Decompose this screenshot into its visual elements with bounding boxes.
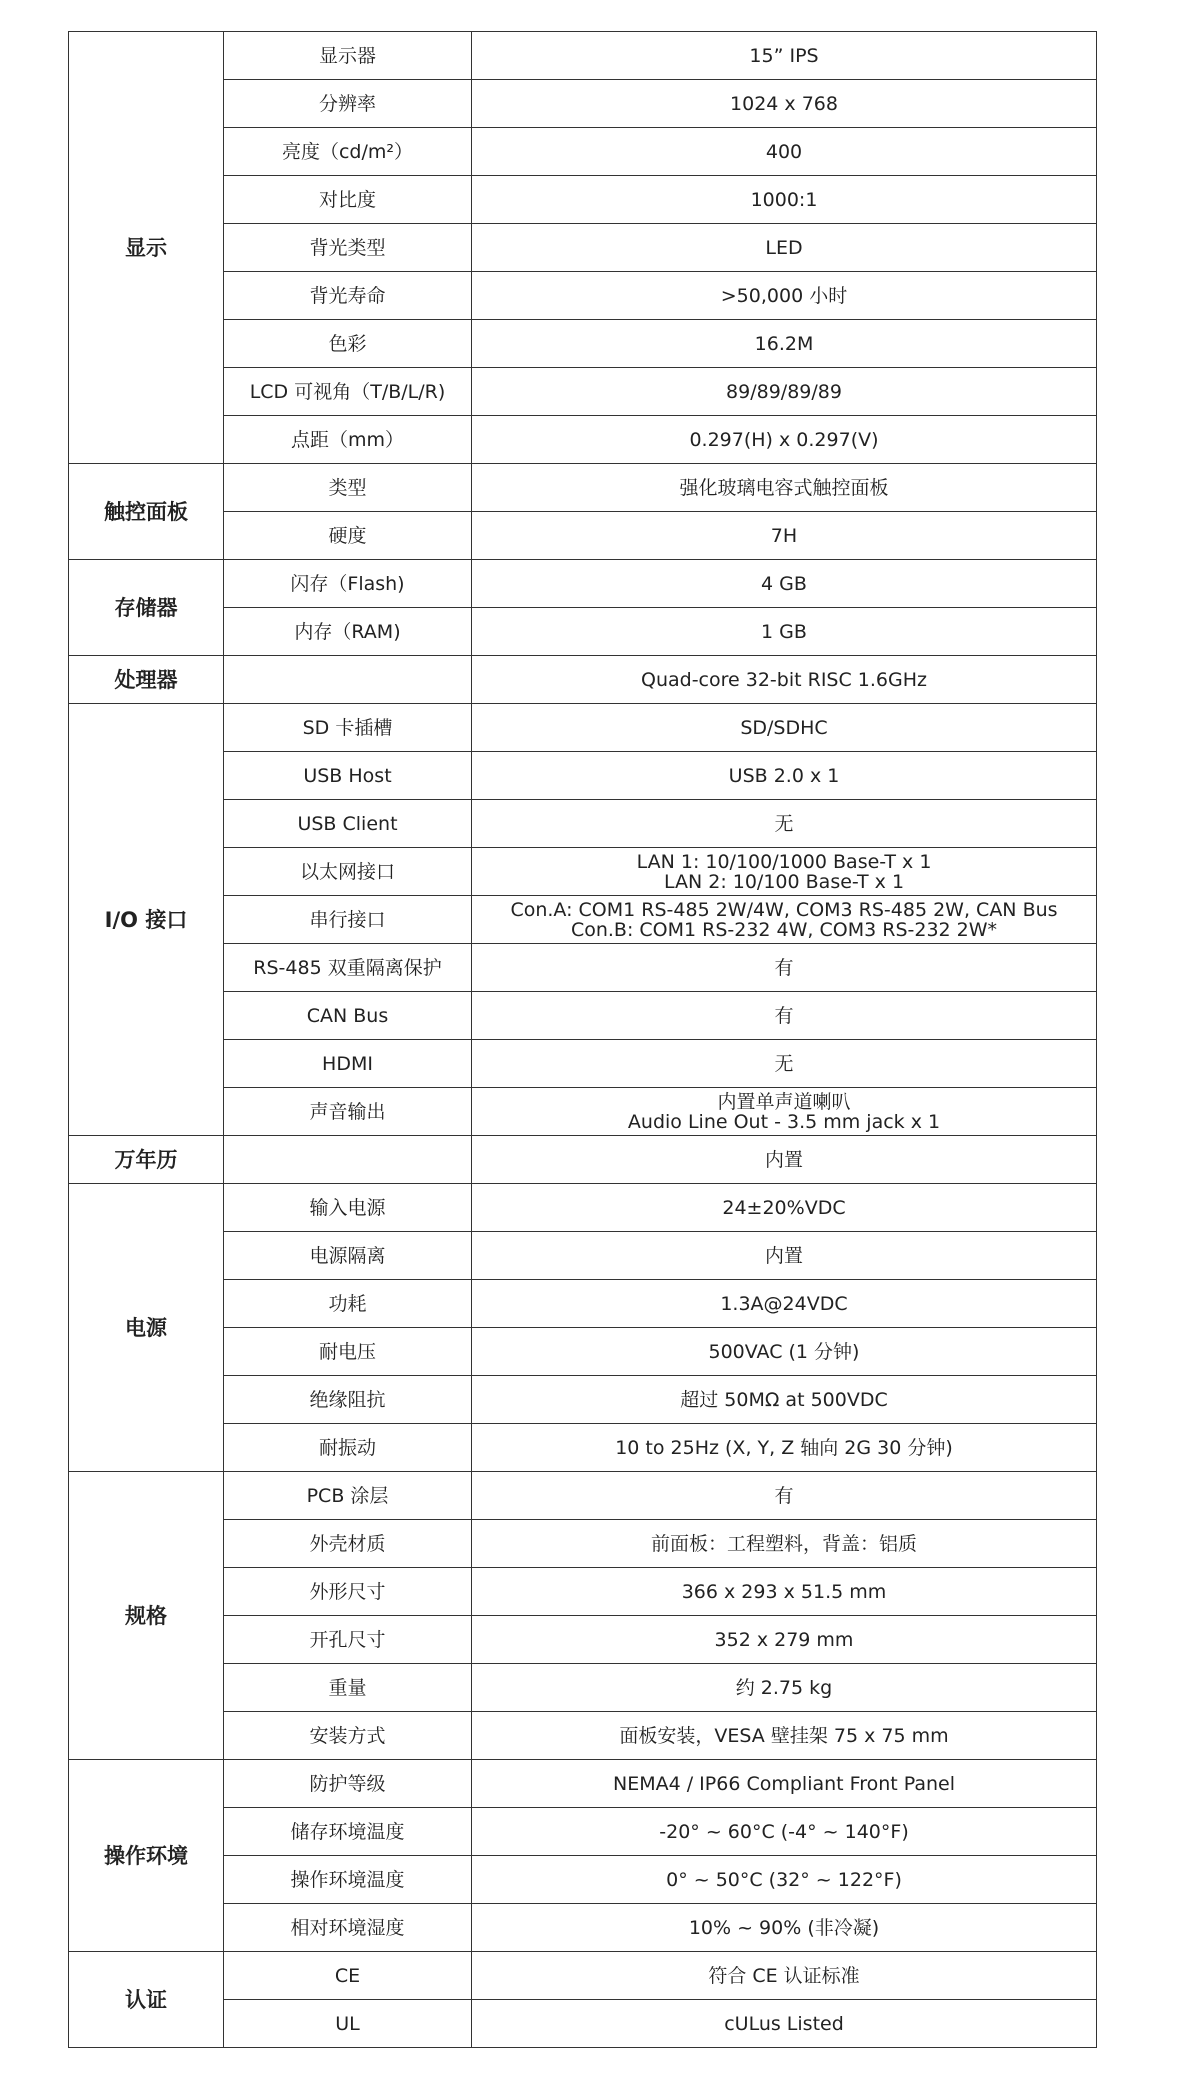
spec-value <box>472 1712 1097 1760</box>
spec-value-line: 内置 <box>764 1148 803 1171</box>
spec-label: UL <box>224 2000 472 2048</box>
spec-label: 亮度（cd/m²） <box>224 128 472 176</box>
spec-value <box>472 512 1097 560</box>
spec-value <box>472 1664 1097 1712</box>
spec-value-line: >50,000 小时 <box>720 284 848 307</box>
spec-label: 内存（RAM) <box>224 608 472 656</box>
spec-label: 声音输出 <box>224 1088 472 1136</box>
spec-row <box>69 800 1097 848</box>
spec-value-line: 1.3A@24VDC <box>720 1292 848 1315</box>
spec-label: SD 卡插槽 <box>224 704 472 752</box>
spec-label: 操作环境温度 <box>224 1856 472 1904</box>
spec-label: CE <box>224 1952 472 2000</box>
spec-label: USB Client <box>224 800 472 848</box>
spec-row <box>69 560 1097 608</box>
spec-label: 电源隔离 <box>224 1232 472 1280</box>
spec-value <box>472 896 1097 944</box>
spec-row <box>69 1088 1097 1136</box>
spec-row <box>69 368 1097 416</box>
spec-value-line: 366 x 293 x 51.5 mm <box>681 1580 887 1603</box>
spec-label: 以太网接口 <box>224 848 472 896</box>
spec-row <box>69 992 1097 1040</box>
spec-value <box>472 368 1097 416</box>
spec-value <box>472 272 1097 320</box>
category-cell: 处理器 <box>69 656 224 704</box>
spec-value-line: 有 <box>774 1484 794 1507</box>
spec-label: 分辨率 <box>224 80 472 128</box>
spec-value <box>472 2000 1097 2048</box>
spec-value-line: 16.2M <box>754 332 814 355</box>
spec-value <box>472 1040 1097 1088</box>
spec-row <box>69 1280 1097 1328</box>
spec-value <box>472 1136 1097 1184</box>
spec-value-line: 强化玻璃电容式触控面板 <box>679 476 889 499</box>
spec-value-line: 89/89/89/89 <box>726 380 842 403</box>
spec-row <box>69 272 1097 320</box>
spec-row <box>69 704 1097 752</box>
spec-row <box>69 128 1097 176</box>
spec-row <box>69 1760 1097 1808</box>
spec-row <box>69 608 1097 656</box>
spec-value-line: 10% ~ 90% (非冷凝) <box>688 1916 880 1939</box>
spec-value-line: NEMA4 / IP66 Compliant Front Panel <box>613 1772 955 1795</box>
spec-value <box>472 1376 1097 1424</box>
spec-table-body <box>69 32 1097 2048</box>
spec-value <box>472 752 1097 800</box>
spec-value-line: SD/SDHC <box>740 716 828 739</box>
spec-value-line: LED <box>765 236 803 259</box>
spec-row <box>69 656 1097 704</box>
spec-value-line: Con.B: COM1 RS-232 4W, COM3 RS-232 2W* <box>570 918 998 941</box>
spec-label: 重量 <box>224 1664 472 1712</box>
spec-label: LCD 可视角（T/B/L/R) <box>224 368 472 416</box>
spec-value <box>472 1520 1097 1568</box>
spec-label: 外形尺寸 <box>224 1568 472 1616</box>
spec-value-line: 1024 x 768 <box>730 92 838 115</box>
spec-value <box>472 1808 1097 1856</box>
spec-label: CAN Bus <box>224 992 472 1040</box>
spec-row <box>69 512 1097 560</box>
category-cell: 显示 <box>69 32 224 464</box>
spec-label: 背光类型 <box>224 224 472 272</box>
spec-value-line: 24±20%VDC <box>722 1196 846 1219</box>
spec-label: 安装方式 <box>224 1712 472 1760</box>
spec-row <box>69 1808 1097 1856</box>
category-cell: 万年历 <box>69 1136 224 1184</box>
spec-value-line: Con.A: COM1 RS-485 2W/4W, COM3 RS-485 2W, CAN Bus <box>510 898 1058 921</box>
spec-value-line: 前面板：工程塑料，背盖：铝质 <box>650 1532 917 1555</box>
spec-value-line: 超过 50MΩ at 500VDC <box>680 1388 888 1411</box>
spec-value-line: 面板安装，VESA 壁挂架 75 x 75 mm <box>619 1724 949 1747</box>
spec-label: PCB 涂层 <box>224 1472 472 1520</box>
spec-row <box>69 752 1097 800</box>
spec-value-line: Audio Line Out - 3.5 mm jack x 1 <box>627 1110 941 1133</box>
spec-label <box>224 656 472 704</box>
spec-label: HDMI <box>224 1040 472 1088</box>
spec-value <box>472 1088 1097 1136</box>
spec-value <box>472 1904 1097 1952</box>
spec-value-line: 约 2.75 kg <box>735 1676 833 1699</box>
spec-label: 串行接口 <box>224 896 472 944</box>
spec-label: 绝缘阻抗 <box>224 1376 472 1424</box>
spec-row <box>69 320 1097 368</box>
spec-row <box>69 1904 1097 1952</box>
category-cell: 电源 <box>69 1184 224 1472</box>
spec-value-line: 内置单声道喇叭 <box>717 1090 851 1113</box>
spec-value-line: 有 <box>774 1004 794 1027</box>
spec-row <box>69 896 1097 944</box>
spec-row <box>69 1664 1097 1712</box>
spec-label: 类型 <box>224 464 472 512</box>
spec-row <box>69 1856 1097 1904</box>
spec-row <box>69 944 1097 992</box>
spec-value-line: 10 to 25Hz (X, Y, Z 轴向 2G 30 分钟) <box>615 1436 953 1459</box>
spec-value-line: cULus Listed <box>724 2012 844 2035</box>
spec-row <box>69 80 1097 128</box>
category-cell: 认证 <box>69 1952 224 2048</box>
spec-row <box>69 464 1097 512</box>
category-cell: I/O 接口 <box>69 704 224 1136</box>
spec-value <box>472 1184 1097 1232</box>
spec-value <box>472 1328 1097 1376</box>
spec-value <box>472 608 1097 656</box>
spec-value-line: 0° ~ 50°C (32° ~ 122°F) <box>666 1868 902 1891</box>
category-cell: 操作环境 <box>69 1760 224 1952</box>
spec-table <box>68 31 1097 2048</box>
spec-label: 对比度 <box>224 176 472 224</box>
spec-row <box>69 416 1097 464</box>
spec-value-line: Quad-core 32-bit RISC 1.6GHz <box>641 668 927 691</box>
spec-value <box>472 1760 1097 1808</box>
spec-label: 防护等级 <box>224 1760 472 1808</box>
spec-row <box>69 1232 1097 1280</box>
spec-value <box>472 128 1097 176</box>
spec-value <box>472 1424 1097 1472</box>
spec-value <box>472 1568 1097 1616</box>
spec-value <box>472 1616 1097 1664</box>
spec-value <box>472 320 1097 368</box>
spec-value-line: 7H <box>770 524 798 547</box>
spec-row <box>69 224 1097 272</box>
spec-value <box>472 992 1097 1040</box>
spec-label: 开孔尺寸 <box>224 1616 472 1664</box>
spec-value-line: 15” IPS <box>749 44 819 67</box>
spec-row <box>69 1136 1097 1184</box>
spec-value <box>472 224 1097 272</box>
spec-value-line: -20° ~ 60°C (-4° ~ 140°F) <box>659 1820 909 1843</box>
spec-row <box>69 1472 1097 1520</box>
spec-value <box>472 1472 1097 1520</box>
spec-value-line: 1 GB <box>761 620 807 643</box>
spec-value <box>472 944 1097 992</box>
spec-value <box>472 704 1097 752</box>
spec-label: 背光寿命 <box>224 272 472 320</box>
spec-value-line: 内置 <box>764 1244 803 1267</box>
spec-value-line: 500VAC (1 分钟) <box>708 1340 860 1363</box>
spec-row <box>69 2000 1097 2048</box>
spec-row <box>69 1616 1097 1664</box>
spec-value-line: 0.297(H) x 0.297(V) <box>689 428 879 451</box>
spec-value <box>472 1856 1097 1904</box>
spec-label: 闪存（Flash) <box>224 560 472 608</box>
spec-value-line: 352 x 279 mm <box>714 1628 854 1651</box>
spec-value <box>472 416 1097 464</box>
spec-row <box>69 1040 1097 1088</box>
spec-row <box>69 1952 1097 2000</box>
spec-value <box>472 848 1097 896</box>
spec-row <box>69 848 1097 896</box>
category-cell: 存储器 <box>69 560 224 656</box>
spec-value <box>472 32 1097 80</box>
spec-value <box>472 800 1097 848</box>
spec-row <box>69 32 1097 80</box>
spec-label: 储存环境温度 <box>224 1808 472 1856</box>
spec-label: 耐电压 <box>224 1328 472 1376</box>
spec-value <box>472 464 1097 512</box>
spec-value <box>472 80 1097 128</box>
spec-label: 硬度 <box>224 512 472 560</box>
spec-row <box>69 1376 1097 1424</box>
spec-label: RS-485 双重隔离保护 <box>224 944 472 992</box>
spec-value <box>472 560 1097 608</box>
spec-label <box>224 1136 472 1184</box>
spec-value-line: 4 GB <box>761 572 807 595</box>
spec-label: 色彩 <box>224 320 472 368</box>
spec-row <box>69 1424 1097 1472</box>
spec-value-line: 有 <box>774 956 794 979</box>
spec-label: 相对环境湿度 <box>224 1904 472 1952</box>
spec-label: 外壳材质 <box>224 1520 472 1568</box>
spec-label: 功耗 <box>224 1280 472 1328</box>
spec-value-line: 符合 CE 认证标准 <box>708 1964 860 1987</box>
spec-row <box>69 1328 1097 1376</box>
spec-row <box>69 176 1097 224</box>
spec-row <box>69 1712 1097 1760</box>
spec-value <box>472 656 1097 704</box>
category-cell: 触控面板 <box>69 464 224 560</box>
spec-value <box>472 176 1097 224</box>
spec-value-line: LAN 2: 10/100 Base-T x 1 <box>663 870 905 893</box>
spec-label: 耐振动 <box>224 1424 472 1472</box>
spec-value <box>472 1232 1097 1280</box>
spec-value <box>472 1280 1097 1328</box>
spec-row <box>69 1568 1097 1616</box>
spec-value-line: 无 <box>774 812 794 835</box>
spec-label: 点距（mm） <box>224 416 472 464</box>
spec-label: 显示器 <box>224 32 472 80</box>
spec-value-line: LAN 1: 10/100/1000 Base-T x 1 <box>636 850 932 873</box>
category-cell: 规格 <box>69 1472 224 1760</box>
spec-label: 输入电源 <box>224 1184 472 1232</box>
spec-value-line: 无 <box>774 1052 794 1075</box>
spec-row <box>69 1184 1097 1232</box>
spec-value <box>472 1952 1097 2000</box>
spec-label: USB Host <box>224 752 472 800</box>
spec-value-line: 400 <box>765 140 803 163</box>
spec-row <box>69 1520 1097 1568</box>
spec-value-line: USB 2.0 x 1 <box>728 764 840 787</box>
spec-value-line: 1000:1 <box>750 188 818 211</box>
